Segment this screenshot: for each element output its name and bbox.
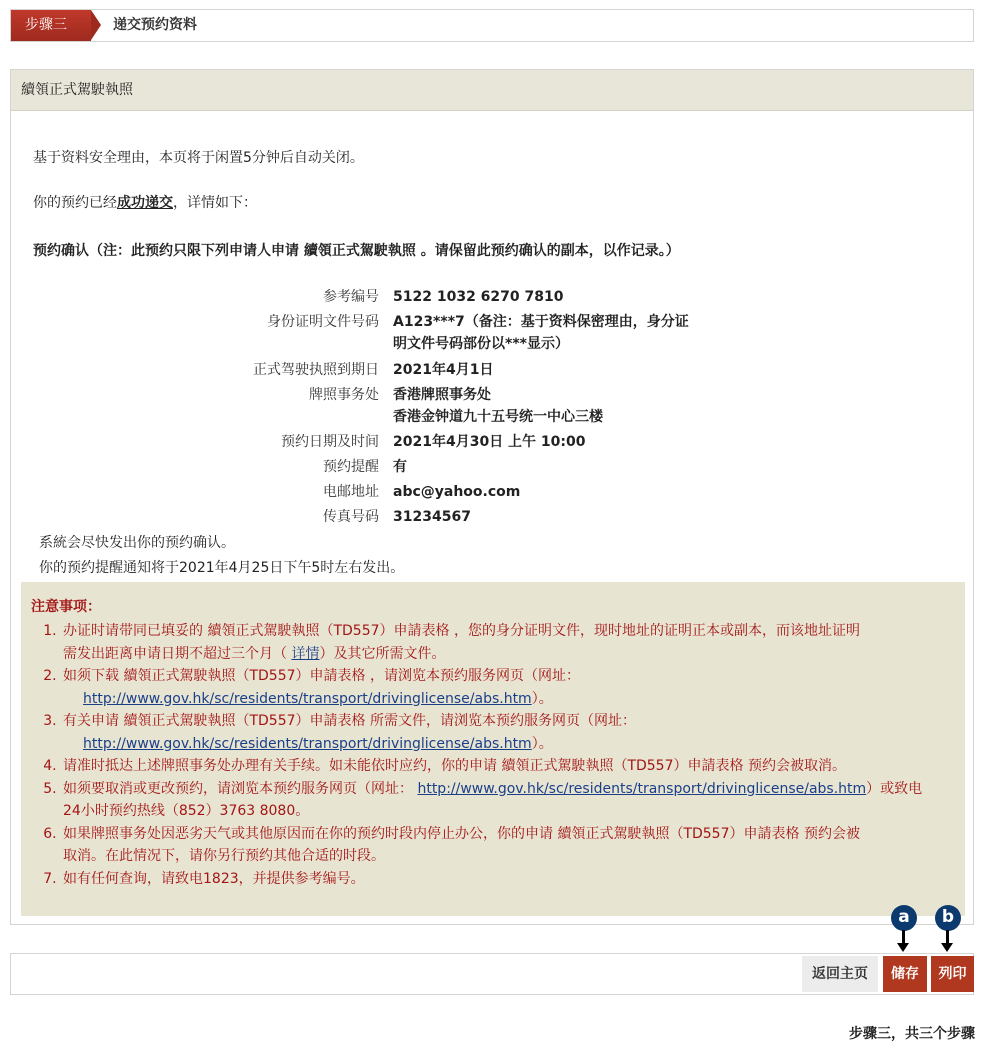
submitted-message (33, 192, 257, 212)
confirmation-panel (10, 69, 974, 925)
reminder-note: 你的预约提醒通知将于2021年4月25日下午5时左右发出。 (39, 560, 405, 576)
marker-a-arrow-line (902, 930, 905, 944)
notes-box (21, 582, 965, 916)
note-text: 取消。在此情况下，请你另行预约其他合适的时段。 (63, 848, 385, 864)
detail-value: 5122 1032 6270 7810 (393, 289, 564, 305)
abs-website-link[interactable]: http://www.gov.hk/sc/residents/transport/drivinglicense/abs.htm (417, 780, 867, 797)
note-text: 需发出距离申请日期不超过三个月（ (63, 645, 292, 662)
note-text: ）。 (531, 690, 553, 707)
marker-a-arrow-icon (897, 943, 909, 952)
details-link[interactable]: 详情 (291, 645, 320, 662)
confirmation-heading: 预约确认（注：此预约只限下列申请人申请 續領正式駕駛執照 。请保留此预约确认的副本，以作记录。） (33, 243, 680, 259)
step-header (10, 9, 974, 42)
panel-title: 續領正式駕駛執照 (11, 70, 973, 111)
note-item: 4. 请准时抵达上述牌照事务处办理有关手续。如未能依时应约，你的申请 續領正式駕駛執照（TD557）申請表格 预约会被取消。 (61, 755, 965, 778)
detail-value: 有 (393, 459, 407, 475)
return-home-button[interactable]: 返回主页 (802, 956, 878, 992)
detail-label: 电邮地址 (323, 484, 379, 500)
marker-b-arrow-line (946, 930, 949, 944)
step-number: 步骤三 (11, 10, 91, 41)
notes-list (31, 620, 965, 890)
abs-website-link[interactable]: http://www.gov.hk/sc/residents/transport/drivinglicense/abs.htm (83, 735, 532, 752)
detail-value: 香港牌照事务处 (393, 387, 491, 403)
marker-a: a (891, 905, 917, 931)
detail-value: abc@yahoo.com (393, 484, 521, 500)
action-bar (10, 953, 974, 995)
note-text: ）。 (531, 735, 553, 752)
note-text: ）或致电 (866, 780, 923, 797)
note-text: 24小时预约热线（852）3763 8080。 (63, 803, 310, 819)
note-item (61, 620, 965, 665)
note-item (61, 665, 965, 710)
note-item (61, 823, 965, 868)
detail-label: 牌照事务处 (309, 387, 379, 403)
detail-value-cont: 香港金钟道九十五号统一中心三楼 (393, 409, 603, 425)
note-item (61, 778, 965, 823)
detail-label: 身份证明文件号码 (267, 314, 379, 330)
submitted-pre: 你的预约已经 (33, 195, 117, 211)
notes-title: 注意事项： (31, 599, 101, 615)
submitted-post: ，详情如下： (173, 195, 257, 211)
note-text: 如须要取消或更改预约，请浏览本预约服务网页（网址： (63, 780, 418, 797)
detail-value: 2021年4月30日 上午 10:00 (393, 434, 586, 450)
abs-website-link[interactable]: http://www.gov.hk/sc/residents/transport/drivinglicense/abs.htm (83, 690, 532, 707)
marker-b-arrow-icon (941, 943, 953, 952)
submitted-success: 成功递交 (117, 195, 173, 211)
note-item: 7. 如有任何查询，请致电1823，并提供参考编号。 (61, 868, 965, 891)
detail-value: 2021年4月1日 (393, 362, 494, 378)
note-text: 如须下载 續領正式駕駛執照（TD557）申請表格 ，请浏览本预约服务网页（网址： (63, 668, 580, 684)
detail-label: 参考编号 (323, 289, 379, 305)
note-text: 如果牌照事务处因恶劣天气或其他原因而在你的预约时段内停止办公，你的申请 續領正式駕駛執照（TD557）申請表格 预约会被 (63, 825, 860, 842)
step-title: 递交预约资料 (113, 17, 197, 33)
detail-label: 预约提醒 (323, 459, 379, 475)
print-button[interactable]: 列印 (931, 956, 974, 992)
detail-value-cont: 明文件号码部份以***显示） (393, 336, 569, 352)
step-progress: 步骤三，共三个步骤 (849, 1026, 975, 1042)
step-arrow-shape (91, 10, 101, 40)
note-text: ）及其它所需文件。 (319, 645, 446, 662)
marker-b: b (935, 905, 961, 931)
detail-value: A123***7（备注：基于资料保密理由，身分证 (393, 314, 689, 330)
detail-label: 正式驾驶执照到期日 (253, 362, 379, 378)
timeout-notice: 基于资料安全理由，本页将于闲置5分钟后自动关闭。 (33, 150, 364, 166)
note-text: 办证时请带同已填妥的 續領正式駕駛執照（TD557）申請表格 ，您的身分证明文件，现时地址的证明正本或副本，而该地址证明 (63, 623, 860, 639)
note-item (61, 710, 965, 755)
confirmation-sent-note: 系統会尽快发出你的预约确认。 (39, 535, 235, 551)
detail-label: 传真号码 (323, 509, 379, 525)
detail-value: 31234567 (393, 509, 471, 525)
save-button[interactable]: 储存 (883, 956, 927, 992)
detail-label: 预约日期及时间 (281, 434, 379, 450)
note-text: 有关申请 續領正式駕駛執照（TD557）申請表格 所需文件，请浏览本预约服务网页（网址： (63, 713, 636, 729)
